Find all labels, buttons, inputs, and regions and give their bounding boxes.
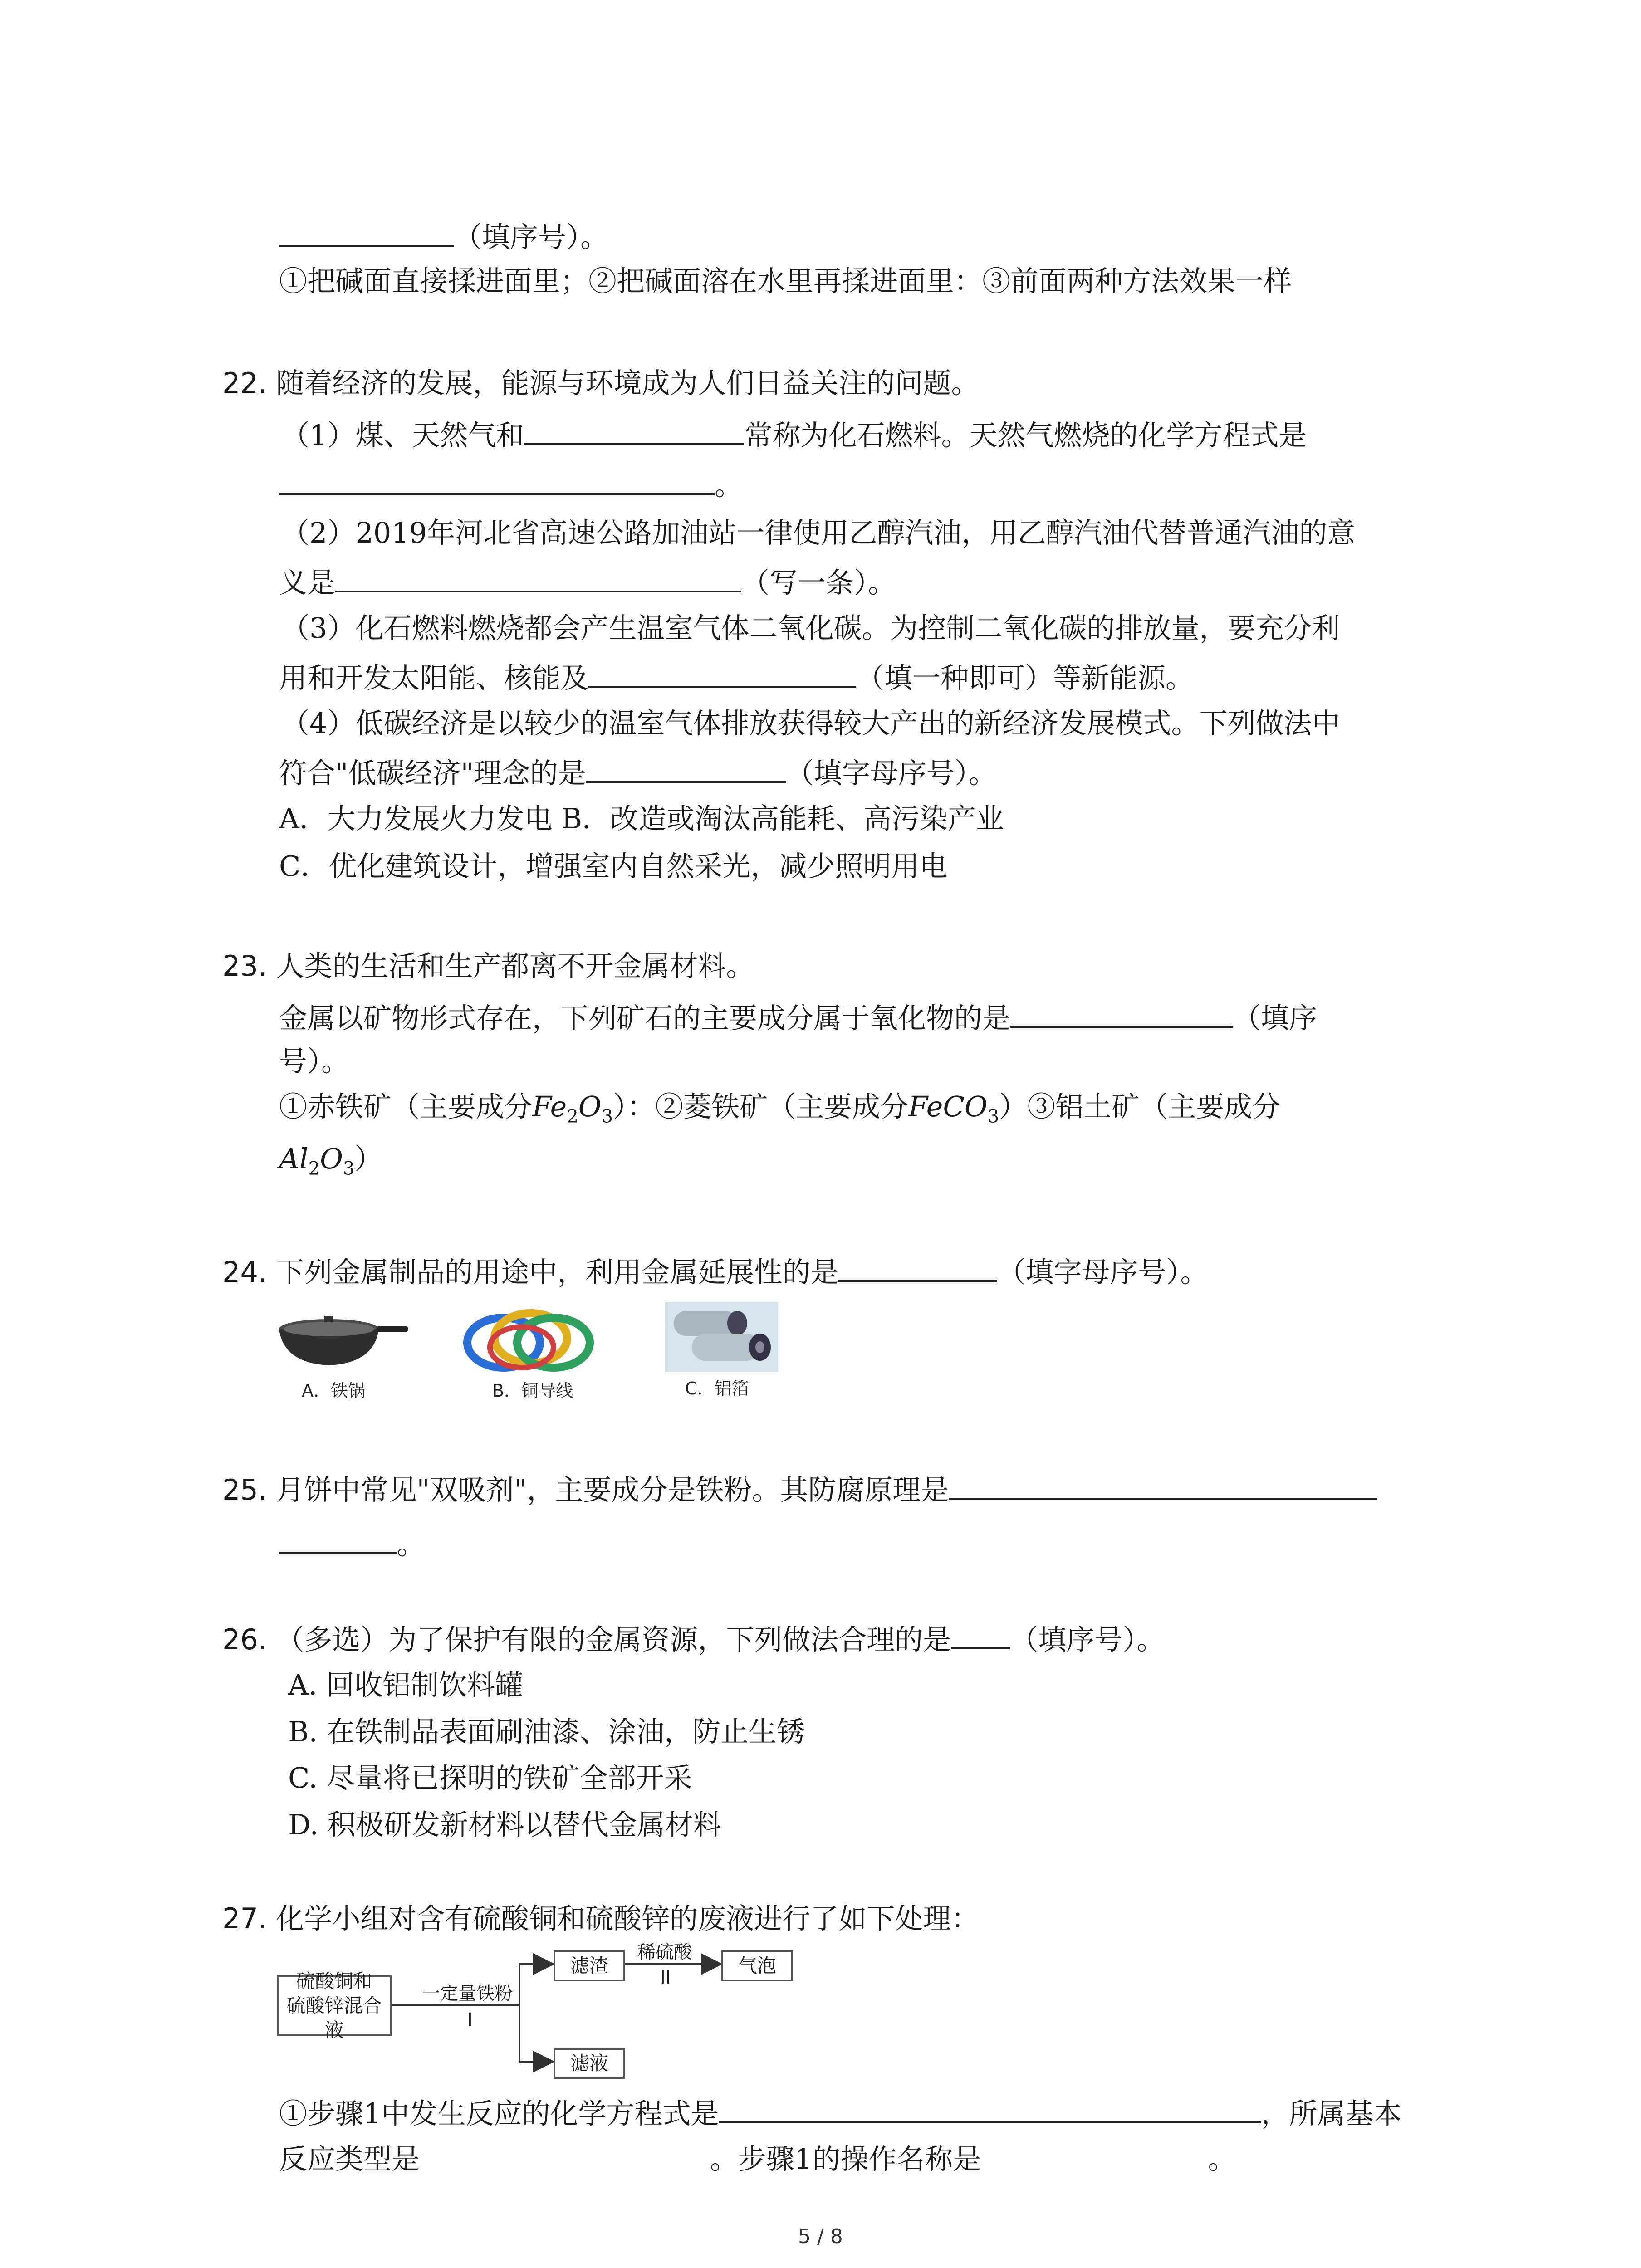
bubbles-box: 气泡 [721, 1950, 793, 1981]
answer-blank[interactable] [949, 1470, 1377, 1500]
caption-c: C．铝箔 [685, 1378, 749, 1398]
q22-part2-a: （2）2019年河北省高速公路加油站一律使用乙醇汽油，用乙醇汽油代替普通汽油的意 [281, 516, 1356, 549]
answer-blank[interactable] [838, 1252, 997, 1282]
q23-line4: ①赤铁矿（主要成分$Fe_2O_3$）：②菱铁矿（主要成分FeCO$_3$）③铝土矿（主要成分 [279, 1090, 1281, 1127]
top-line-1: （填序号）。 [279, 217, 608, 255]
q23-stem: 23. 人类的生活和生产都离不开金属材料。 [222, 949, 754, 982]
answer-blank[interactable] [524, 415, 744, 445]
answer-blank[interactable] [1010, 998, 1233, 1028]
q26-option-d: D. 积极研发新材料以替代金属材料 [288, 1808, 721, 1841]
q22-part4-b: 符合"低碳经济"理念的是 （填字母序号）。 [279, 753, 997, 792]
q27-stem: 27. 化学小组对含有硫酸铜和硫酸锌的废液进行了如下处理： [222, 1902, 980, 1935]
q22-part3-a: （3）化石燃料燃烧都会产生温室气体二氧化碳。为控制二氧化碳的排放量，要充分利 [281, 611, 1340, 645]
top-line-2: ①把碱面直接揉进面里；②把碱面溶在水里再揉进面里：③前面两种方法效果一样 [279, 264, 1292, 298]
q22-part1-eq: 。 [279, 465, 743, 503]
q22-part4-a: （4）低碳经济是以较少的温室气体排放获得较大产出的新经济发展模式。下列做法中 [281, 707, 1340, 740]
answer-blank[interactable] [588, 658, 856, 688]
q22-part3-b: 用和开发太阳能、核能及 （填一种即可）等新能源。 [279, 658, 1194, 696]
q22-options-ab: A．大力发展火力发电 B．改造或淘汰高能耗、高污染产业 [279, 802, 1004, 835]
page-number: 5 / 8 [798, 2225, 843, 2248]
step2-number: II [660, 1967, 671, 1988]
step1-number: I [467, 2009, 473, 2030]
answer-blank[interactable] [586, 753, 786, 783]
q22-part2-b: 义是 （写一条）。 [279, 562, 896, 601]
caption-a: A．铁锅 [302, 1381, 365, 1401]
aluminum-foil-image [665, 1302, 778, 1372]
q24-stem: 24. 下列金属制品的用途中，利用金属延展性的是 （填字母序号）。 [222, 1252, 1208, 1290]
answer-blank[interactable] [279, 1524, 397, 1554]
q23-line5: $Al_2O_3$） [279, 1142, 383, 1179]
filtrate-box: 滤液 [554, 2048, 625, 2079]
answer-blank[interactable] [279, 217, 454, 247]
answer-blank[interactable] [279, 465, 715, 495]
q23-line2: 金属以矿物形式存在，下列矿石的主要成分属于氧化物的是 （填序 [279, 998, 1317, 1036]
answer-blank[interactable] [335, 562, 741, 592]
q22-stem: 22. 随着经济的发展，能源与环境成为人们日益关注的问题。 [222, 367, 980, 400]
q27-line2: 反应类型是 。步骤1的操作名称是 。 [279, 2142, 1236, 2175]
copper-wire-image [463, 1302, 599, 1374]
iron-wok-image [279, 1309, 411, 1372]
flow-start-box: 硫酸铜和 硫酸锌混合液 [277, 1975, 392, 2036]
step1-reagent-label: 一定量铁粉 [422, 1983, 513, 2004]
answer-blank[interactable] [951, 1619, 1010, 1649]
residue-box: 滤渣 [554, 1950, 625, 1981]
q23-line3: 号）。 [279, 1045, 350, 1078]
q26-option-c: C. 尽量将已探明的铁矿全部开采 [288, 1761, 692, 1794]
q26-stem: 26. （多选）为了保护有限的金属资源，下列做法合理的是 （填序号）。 [222, 1619, 1165, 1658]
q25-stem: 25. 月饼中常见"双吸剂"，主要成分是铁粉。其防腐原理是 [222, 1470, 1377, 1508]
q26-option-b: B. 在铁制品表面刷油漆、涂油，防止生锈 [288, 1715, 805, 1748]
q22-part1: （1）煤、天然气和 常称为化石燃料。天然气燃烧的化学方程式是 [281, 415, 1307, 454]
q27-line1: ①步骤1中发生反应的化学方程式是 ，所属基本 [279, 2093, 1401, 2132]
caption-b: B．铜导线 [492, 1381, 573, 1401]
q22-option-c: C．优化建筑设计，增强室内自然采光，减少照明用电 [279, 850, 948, 883]
q26-option-a: A. 回收铝制饮料罐 [288, 1668, 524, 1701]
answer-blank[interactable] [719, 2093, 1261, 2123]
step2-reagent-label: 稀硫酸 [637, 1942, 692, 1963]
q25-line2: 。 [279, 1524, 425, 1563]
